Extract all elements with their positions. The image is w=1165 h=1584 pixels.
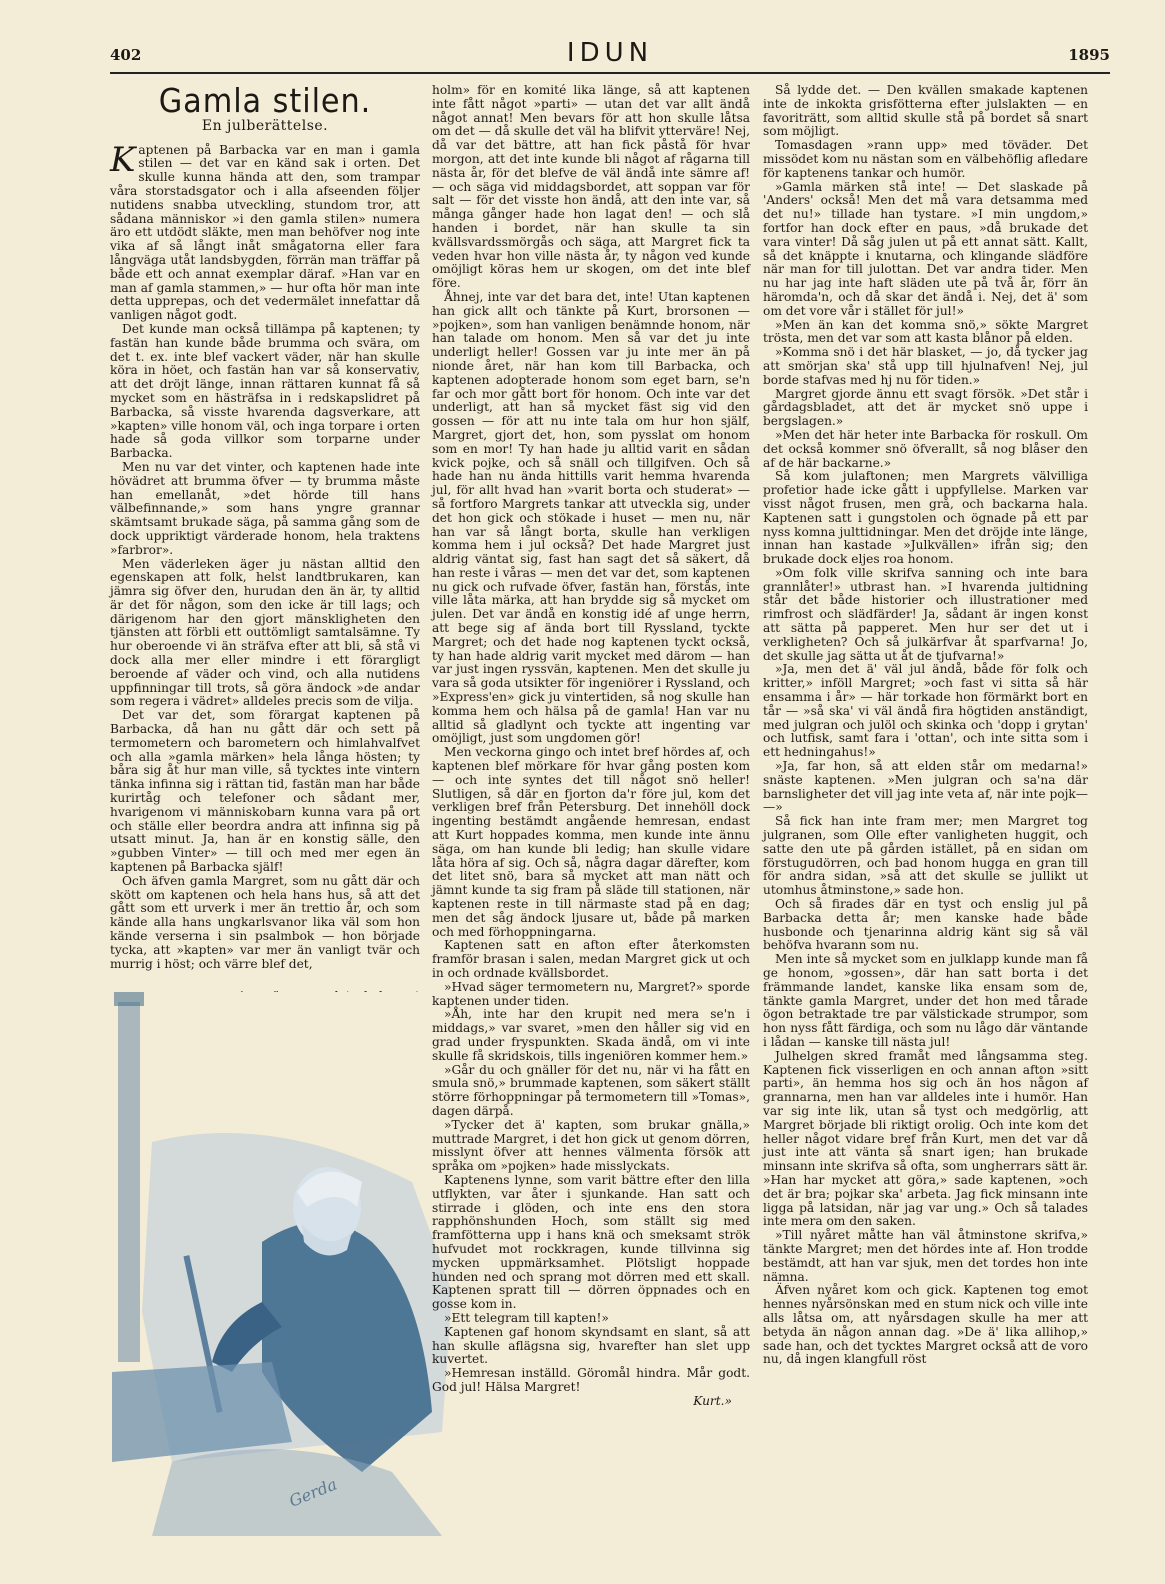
paragraph: Så lydde det. — Den kvällen smakade kaptenen inte de inkokta grisfötterna efter julslakten — en favoriträtt, som alltid skulle stå på bordet så snart som möjligt.: [763, 83, 1088, 139]
paragraph: »Tycker det ä' kapten, som brukar gnälla,» muttrade Margret, i det hon gick ut genom dörren, misslynt öfver att hennes välmenta försök att språka om »pojken» hade misslyckats.: [432, 1117, 750, 1174]
paragraph: Julhelgen skred framåt med långsamma steg. Kaptenen fick visserligen en och annan afton »sitt parti», än hemma hos sig och än hos någon af grannarna, men han var alldeles inte i humör. Han var sig inte lik, utan så tyst och medgörlig, att Margret började bli riktigt orolig. Och inte kom det heller något vidare bref från Kurt, men det var då just inte att vänta så snart igen; han brukade minsann inte skrifva så ofta, som ungherrars sätt är. »Han har mycket att göra,» sade kaptenen, »och det är bra; pojkar ska' arbeta. Jag fick minsann inte ligga på latsidan, när jag var ung.» Och så talades inte mera om den saken.: [763, 1048, 1088, 1229]
article-title: Gamla stilen.: [158, 81, 372, 120]
paragraph: Men veckorna gingo och intet bref hördes af, och kaptenen blef mörkare för hvar gång posten kom — och inte syntes det till något snö heller! Slutligen, så där en fjorton da'r före jul, kom det verkligen bref från Petersburg. Det innehöll dock ingenting bestämdt angående hemresan, endast att Kurt hoppades komma, men kunde inte ännu säga, om han kunde bli ledig; han skulle vidare låta höra af sig. Och så, några dagar därefter, kom det litet snö, bara så mycket att man nätt och jämnt kunde ta sig fram på släde till stationen, när kaptenen reste in till närmaste stad på en dag; men det såg ändock ljusare ut, både på marken och med förhoppningarna.: [432, 745, 750, 939]
masthead: IDUN: [566, 38, 654, 68]
paragraph: Margret gjorde ännu ett svagt försök. »Det står i gårdagsbladet, att det är mycket snö uppe i bergslagen.»: [763, 386, 1088, 429]
paragraph: Men inte så mycket som en julklapp kunde man få ge honom, »gossen», där han satt borta i det främmande landet, kanske lika ensam som de, tänkte gamla Margret, under det hon med tårade ögon betraktade tre par välstickade strumpor, som hon nyss fått färdiga, och som nu lågo där väntande i lådan — kanske till nästa jul!: [763, 952, 1088, 1049]
illustration-signature: Gerda: [286, 1474, 340, 1511]
year: 1895: [1068, 46, 1110, 64]
column-2: [432, 84, 750, 1409]
paragraph: Kaptenen på Barbacka var en man i gamla stilen — det var en känd sak i orten. Det skulle kunna hända att den, som trampar våra storstadsgator och i alla afseenden följer nutidens snabba utveckling, stundom tror, att sådana människor »i den gamla stilen» numera äro ett utdödt släkte, men man behöfver nog inte vika af så långt inåt smågatorna eller fara långväga utåt landsbygden, förrän man träffar på både ett och annat exemplar däraf. »Han var en man af gamla stammen,» — hur ofta hör man inte detta upprepas, och det vedermälet innefattar då vanligen något godt.: [110, 139, 420, 323]
paragraph: »Komma snö i det här blasket, — jo, då tycker jag att smörjan ska' stå upp till hjulnafven! Nej, jul borde stafvas med hj nu för tiden.»: [763, 345, 1088, 387]
paragraph: Tomasdagen »rann upp» med töväder. Det missödet kom nu nästan som en välbehöflig afledare för kaptenens tankar och humör.: [763, 138, 1088, 180]
paragraph: »Går du och gnäller för det nu, när vi ha fått en smula snö,» brummade kaptenen, som säkert ställt större förhoppningar på termometern till »Tomas», dagen därpå.: [432, 1062, 750, 1118]
drop-cap: K: [110, 139, 136, 180]
paragraph: »Hvad säger termometern nu, Margret?» sporde kaptenen under tiden.: [432, 979, 750, 1008]
article-subtitle: En julberättelse.: [201, 117, 329, 134]
page-number: 402: [110, 46, 142, 64]
paragraph: »Ja, men det ä' väl jul ändå, både för folk och kritter,» inföll Margret; »och fast vi sitta så här ensamma i år» — här torkade hon förmärkt bort en tår — »så ska' vi väl ändå fira högtiden anständigt, med julgran och julöl och skinka och 'dopp i grytan' och lutfisk, samt fara i 'ottan', och inte sitta som i ett hedningahus!»: [763, 662, 1088, 760]
paragraph: »Men än kan det komma snö,» sökte Margret trösta, men det var som att kasta blånor på elden.: [763, 317, 1088, 346]
paragraph: Kaptenens lynne, som varit bättre efter den lilla utflykten, var åter i sjunkande. Han satt och stirrade i glöden, och inte ens den stora rapphönshunden Hoch, som ställt sig med framfötterna upp i hans knä och smeksamt strök hufvudet mot rockkragen, kunde tillvinna sig mycken uppmärksamhet. Plötsligt hoppade hunden ned och sprang mot dörren med ett skall. Kaptenen spratt till — dörren öppnades och en gosse kom in.: [432, 1172, 750, 1312]
signature: Kurt.»: [693, 1393, 732, 1408]
column-1: [110, 81, 420, 971]
paragraph: Så kom julaftonen; men Margrets välvilliga profetior hade icke gått i uppfyllelse. Marken var visst något frusen, men grå, och backarna hala. Kaptenen satt i gungstolen och ögnade på ett par nyss komna julttidningar. Men det dröjde inte länge, innan han kastade »Julkvällen» ifrån sig; den brukade dock eljes roa honom.: [763, 469, 1088, 567]
paragraph: Kaptenen satt en afton efter återkomsten framför brasan i salen, medan Margret gick ut och in och ordnade kvällsbordet.: [432, 938, 750, 980]
paragraph: »Ett telegram till kapten!»: [444, 1310, 609, 1325]
paragraph: »Åh, inte har den krupit ned mera se'n i middags,» var svaret, »men den håller sig vid en grad under fryspunkten. Skada ändå, om vi inte skulle få skridskois, tills ingeniören kommer hem.»: [432, 1007, 750, 1063]
paragraph: Men väderleken äger ju nästan alltid den egenskapen att folk, helst landtbrukaren, kan jämra sig öfver den, hurudan den än är, ty alltid är det för någon, som den icke är till lags; och därigenom har den gjort mänskligheten den tjänsten att förbli ett outtömligt samtalsämne. Ty hur oberoende vi än sträfva efter att bli, så stå vi dock alla mer eller mindre i ett förargligt beroende af väder och vind, och alla nutidens uppfinningar till trots, så göra ändock »de andar som regera i vädret» alldeles precis som de vilja.: [110, 556, 420, 709]
paragraph: »Hemresan inställd. Göromål hindra. Mår godt. God jul! Hälsa Margret!: [432, 1366, 750, 1394]
illustration-captain: [112, 992, 472, 1536]
column-3: [763, 84, 1088, 1367]
paragraph: Det var det, som förargat kaptenen på Barbacka, då han nu gått där och sett på termometern och barometern och himlahvalfvet och alla »gamla märken» hela långa hösten; ty båra sig åt hur man ville, så tycktes inte vintern tänka infinna sig i rättan tid, fastän man har både kurirtåg och telefoner och sådant mer, hvarigenom vi människobarn kunna vara på ort och ställe eller beordra andra att infinna sig på utsatt minut. Ja, han är en konstig sälle, den »gubben Vinter» — till och med mer egen än kaptenen på Barbacka själf!: [110, 708, 420, 875]
paragraph: »Till nyåret måtte han väl åtminstone skrifva,» tänkte Margret; men det hördes inte af. Hon trodde bestämdt, att han var sjuk, men det tordes hon inte nämna.: [763, 1228, 1088, 1284]
paragraph: Och så firades där en tyst och enslig jul på Barbacka detta år; men kanske hade både husbonde och tjenarinna aldrig känt sig så väl behöfva hvarann som nu.: [763, 897, 1088, 953]
paragraph: Men nu var det vinter, och kaptenen hade inte hövädret att brumma öfver — ty brumma måste han emellanåt, »det hörde till hans välbefinnande,» som hans yngre grannar skämtsamt brukade säga, på samma gång som de dock uppriktigt värderade honom, hela traktens »farbror».: [110, 459, 420, 557]
paragraph: Kaptenen gaf honom skyndsamt en slant, så att han skulle aflägsna sig, hvarefter han slet upp kuvertet.: [432, 1324, 750, 1367]
paragraph: »Gamla märken stå inte! — Det slaskade på 'Anders' också! Men det må vara detsamma med det nu!» tillade han tystare. »I min ungdom,» fortfor han dock efter en paus, »då brukade det vara vinter! Då såg julen ut på ett annat sätt. Kallt, så det knäppte i knutarna, och klingande slädföre när man for till julottan. Det var andra tider. Men nu har jag inte haft släden ute på två år, förr än häromda'n, och då skar det ändå i. Nej, det ä' som om det vore vår i stället för jul!»: [763, 179, 1088, 318]
header-rule: [110, 72, 1110, 74]
paragraph: holm» för en komité lika länge, så att kaptenen inte fått något »parti» — utan det var allt ändå något annat! Men bevars för att hon skulle låtsa om det — då skulle det väl ha blifvit ytterväre! Nej, då var det bättre, att han fick påstå för hvar morgon, att det inte kunde bli något af rågarna till nästa år, för det blefve de väl ändå inte sämre af! — och säga vid middagsbordet, att soppan var för salt — för det visste hon ändå, att den inte var, så många gånger hade hon lagat den! — och slå handen i bordet, när han skulle ta sin kvällsvardssmörgås och säga, att Margret fick ta veden hvar hon ville nästa år, ty någon ved kunde omöjligt köras hem ur skogen, om det inte blef före.: [432, 83, 750, 291]
paragraph: »Ja, far hon, så att elden står om medarna!» snäste kaptenen. »Men julgran och sa'na där barnsligheter det vill jag inte veta af, när inte pojk— —»: [763, 759, 1088, 815]
page-header: [110, 38, 1110, 74]
paragraph: Och äfven gamla Margret, som nu gått där och skött om kaptenen och hela hans hus, så att det gått som ett urverk i mer än trettio år, och som kände alla hans ungkarlsvanor lika väl som hon kände verserna i sin psalmbok — hon började tycka, att »kapten» var mer än vanligt tvär och murrig i höst; och värre blef det,: [110, 873, 420, 971]
paragraph: »Om folk ville skrifva sanning och inte bara grannlåter!» utbrast han. »I hvarenda jultidning står det både historier och illustrationer med rimfrost och slädfärder! Ja, sådant är ingen konst att sätta på papperet. Men hur ser det ut i verkligheten? Och så julkärfvar åt sparfvarna! Jo, det skulle jag sätta ut åt de tjufvarna!»: [763, 565, 1088, 663]
paragraph: Åhnej, inte var det bara det, inte! Utan kaptenen han gick allt och tänkte på Kurt, brorsonen — »pojken», som han vanligen benämnde honom, när han talade om honom. Men så var det ju inte underligt heller! Gossen var ju inte mer än på nionde året, när han kom till Barbacka, och kaptenen adopterade honom som eget barn, se'n far och mor gått bort för honom. Och inte var det underligt, att han så mycket fäst sig vid den gossen — för att nu inte tala om hur hon själf, Margret, gjort det, hon, som pysslat om honom som en mor! Ty han hade ju alltid varit en sådan kvick pojke, och så snäll och tillgifven. Och så hade han nu ända hittills varit hemma hvarenda jul, för allt hvad han »varit borta och studerat» — så fortforo Margrets tankar att utveckla sig, under det hon gick och stökade i huset — men nu, när han var så långt borta, skulle han verkligen komma hem i jul också? Det hade Margret just aldrig väntat sig, fast han sagt det så säkert, då han reste i våras — men det var det, som kaptenen nu gick och rufvade öfver, fastän han, förstås, inte ville låta märka, att han brydde sig så mycket om julen. Det var ändå en konstig idé af unge herrn, att bege sig af ända bort till Ryssland, tyckte Margret; och det hade nog kaptenen tyckt också, ty han hade aldrig varit mycket med därom — han var just ingen ryssvän, kaptenen. Men det skulle ju vara så goda utsikter för ingeniörer i Ryssland, och »Express'en» gick ju vintertiden, så nog skulle han komma hem och hälsa på de gamla! Han var nu alltid så gladlynt och tyckte att ingenting var omöjligt, just som ungdomen gör!: [432, 289, 750, 746]
paragraph: »Men det här heter inte Barbacka för roskull. Om det också kommer snö öfverallt, så nog blåser den af de här backarne.»: [763, 427, 1088, 470]
paragraph: Äfven nyåret kom och gick. Kaptenen tog emot hennes nyårsönskan med en stum nick och ville inte alls låtsa om, att nyårsdagen skulle ha mer att betyda än någon annan dag. »De ä' lika allihop,» sade han, och det tycktes Margret också att de voro nu, då ingen klangfull röst: [763, 1283, 1088, 1367]
paragraph: Så fick han inte fram mer; men Margret tog julgranen, som Olle efter vanligheten huggit, och satte den ute på gården istället, på en sidan om förstugudörren, och bad honom hugga en gran till för andra sidan, »så att det skulle se jullikt ut utomhus åtminstone,» sade hon.: [763, 814, 1088, 898]
paragraph: Det kunde man också tillämpa på kaptenen; ty fastän han kunde både brumma och svära, om det t. ex. inte blef vackert väder, när han skulle köra in höet, och fastän han var så konservativ, att det dröjt länge, innan rättaren kunnat få så mycket som en hästräfsa in i redskapslidret på Barbacka, så visste hvarenda dagsverkare, att »kapten» ville honom väl, och inga torpare i orten hade så goda villkor som torparne under Barbacka.: [110, 321, 420, 461]
